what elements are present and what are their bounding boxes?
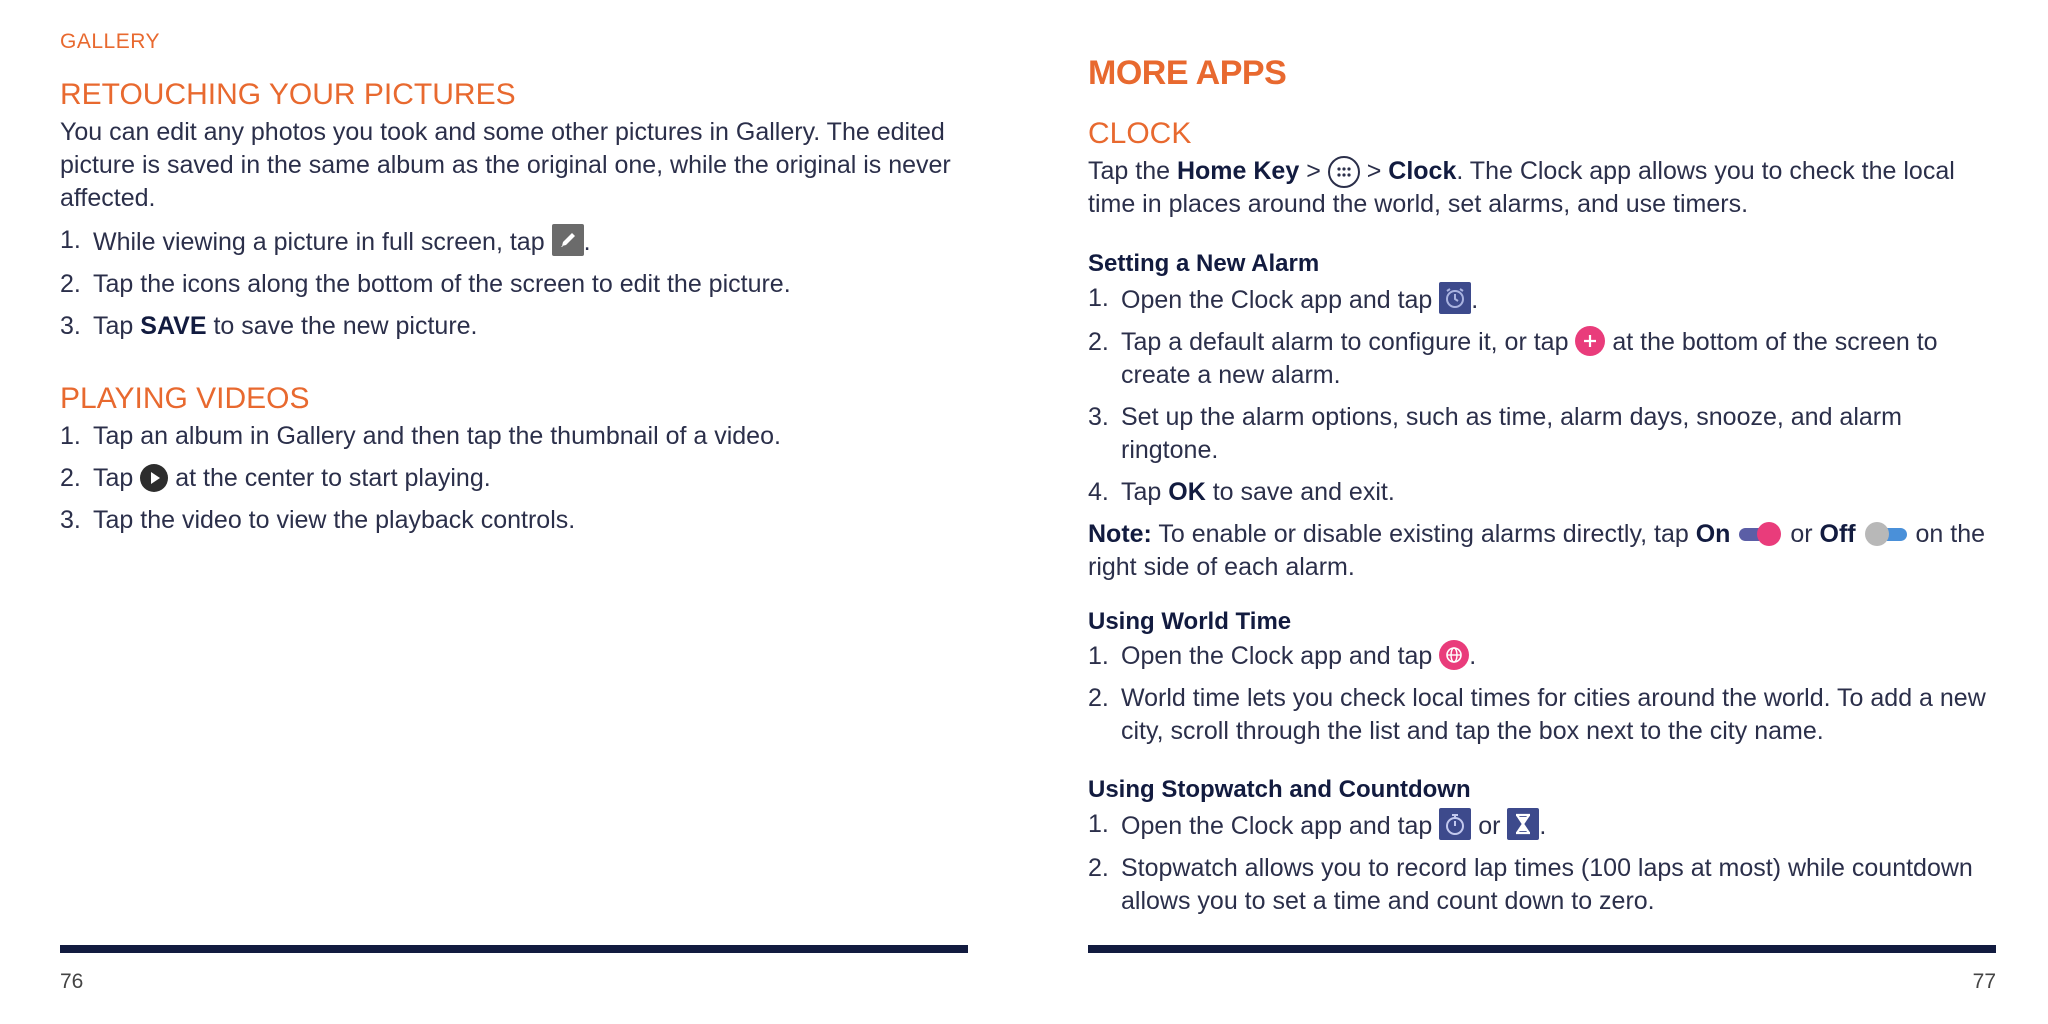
list-item: 2. Stopwatch allows you to record lap times (100 laps at most) while countdown allows you to set a time and count down to zero.	[1088, 854, 1973, 915]
videos-steps	[60, 420, 968, 537]
clock-heading: CLOCK	[1088, 117, 1192, 150]
list-item: 1. Open the Clock app and tap .	[1088, 642, 1477, 670]
retouching-heading: RETOUCHING YOUR PICTURES	[60, 78, 516, 111]
alarm-note: Note: To enable or disable existing alarms directly, tap On or Off on the right side of each alarm.	[1088, 520, 1986, 581]
list-item: 4. Tap OK to save and exit.	[1088, 478, 1395, 506]
pencil-icon	[552, 224, 584, 256]
chapter-title: MORE APPS	[1088, 54, 1287, 92]
stopwatch-section	[1088, 774, 1996, 918]
page-number: 76	[60, 970, 84, 993]
plus-icon	[1575, 326, 1605, 356]
retouching-intro: You can edit any photos you took and some other pictures in Gallery. The edited picture is saved in the same album as the original one, while the original is never affected.	[60, 118, 951, 212]
section-label: GALLERY	[60, 30, 160, 53]
alarm-clock-icon	[1439, 282, 1471, 314]
stopwatch-heading: Using Stopwatch and Countdown	[1088, 776, 1471, 803]
list-item: 1. While viewing a picture in full screen, tap .	[60, 226, 591, 256]
clock-intro: Tap the Home Key > > Clock. The Clock app allows you to check the local time in places around the world, set alarms, and use timers.	[1088, 157, 1955, 218]
retouching-section	[60, 76, 968, 343]
stopwatch-icon	[1439, 808, 1471, 840]
clock-section	[1088, 115, 1996, 221]
list-item: 2. Tap a default alarm to configure it, or tap at the bottom of the screen to create a new alarm.	[1088, 328, 1938, 389]
right-page	[1088, 0, 1996, 1024]
videos-section	[60, 380, 968, 537]
page-number: 77	[1972, 970, 1996, 993]
toggle-on-icon	[1737, 521, 1783, 547]
toggle-off-icon	[1863, 521, 1909, 547]
videos-heading: PLAYING VIDEOS	[60, 382, 310, 415]
hourglass-icon	[1507, 808, 1539, 840]
stopwatch-steps	[1088, 808, 1996, 918]
list-item: 3. Tap SAVE to save the new picture.	[60, 312, 478, 340]
alarm-section	[1088, 248, 1996, 584]
world-time-heading: Using World Time	[1088, 608, 1292, 635]
list-item: 2. Tap at the center to start playing.	[60, 464, 491, 492]
list-item: 3. Tap the video to view the playback controls.	[60, 506, 576, 534]
play-icon	[140, 464, 168, 492]
footer-rule	[1088, 945, 1996, 953]
apps-grid-icon	[1328, 156, 1360, 188]
footer-rule	[60, 945, 968, 953]
retouching-steps	[60, 224, 968, 343]
left-page	[60, 0, 968, 1024]
list-item: 2. Tap the icons along the bottom of the screen to edit the picture.	[60, 270, 791, 298]
list-item: 1. Open the Clock app and tap .	[1088, 284, 1479, 314]
list-item: 1. Open the Clock app and tap or .	[1088, 810, 1547, 840]
globe-icon	[1439, 640, 1469, 670]
list-item: 1. Tap an album in Gallery and then tap the thumbnail of a video.	[60, 422, 781, 450]
world-time-section	[1088, 606, 1996, 748]
world-time-steps	[1088, 640, 1996, 748]
alarm-steps	[1088, 282, 1996, 509]
list-item: 3. Set up the alarm options, such as time, alarm days, snooze, and alarm ringtone.	[1088, 403, 1902, 464]
alarm-heading: Setting a New Alarm	[1088, 250, 1320, 277]
list-item: 2. World time lets you check local times for cities around the world. To add a new city, scroll through the list and tap the box next to the city name.	[1088, 684, 1986, 745]
